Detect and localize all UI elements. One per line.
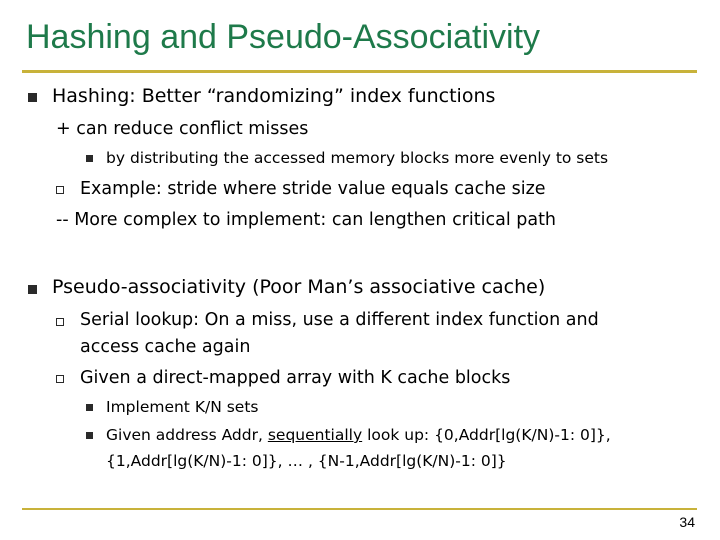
lookup-line2: {1,Addr[lg(K/N)-1: 0]}, … , {N-1,Addr[lg(K/N)-1: 0]} — [106, 452, 507, 470]
bullet-square-icon — [86, 404, 93, 411]
hashing-heading: Hashing: Better “randomizing” index functions — [52, 85, 496, 107]
bullet-square-icon — [28, 285, 37, 294]
bullet-square-icon — [86, 432, 93, 439]
pseudo-heading: Pseudo-associativity (Poor Man’s associative cache) — [52, 276, 546, 298]
serial-lookup-line2: access cache again — [80, 337, 251, 357]
lookup-prefix: Given address Addr, — [106, 426, 268, 444]
implement-sets-line: Implement K/N sets — [106, 398, 259, 416]
page-number: 34 — [679, 514, 695, 530]
serial-lookup-line1: Serial lookup: On a miss, use a different index function and — [80, 310, 599, 330]
bullet-hollow-square-icon — [56, 186, 64, 194]
bullet-hollow-square-icon — [56, 318, 64, 326]
slide-title: Hashing and Pseudo-Associativity — [26, 18, 541, 56]
sub-bullet-distribution: by distributing the accessed memory blocks more evenly to sets — [106, 149, 609, 167]
example-line: Example: stride where stride value equals cache size — [80, 179, 546, 199]
sequentially-underlined: sequentially — [267, 426, 363, 444]
lookup-line1 — [106, 426, 611, 444]
title-divider — [22, 70, 697, 73]
plus-line: + can reduce conflict misses — [56, 119, 309, 139]
bullet-square-icon — [28, 93, 37, 102]
lookup-suffix: look up: {0,Addr[lg(K/N)-1: 0]}, — [362, 426, 611, 444]
direct-mapped-line: Given a direct-mapped array with K cache blocks — [80, 368, 511, 388]
bullet-square-icon — [86, 155, 93, 162]
footer-divider — [22, 508, 697, 510]
minus-line: -- More complex to implement: can lengthen critical path — [56, 210, 557, 230]
bullet-hollow-square-icon — [56, 375, 64, 383]
